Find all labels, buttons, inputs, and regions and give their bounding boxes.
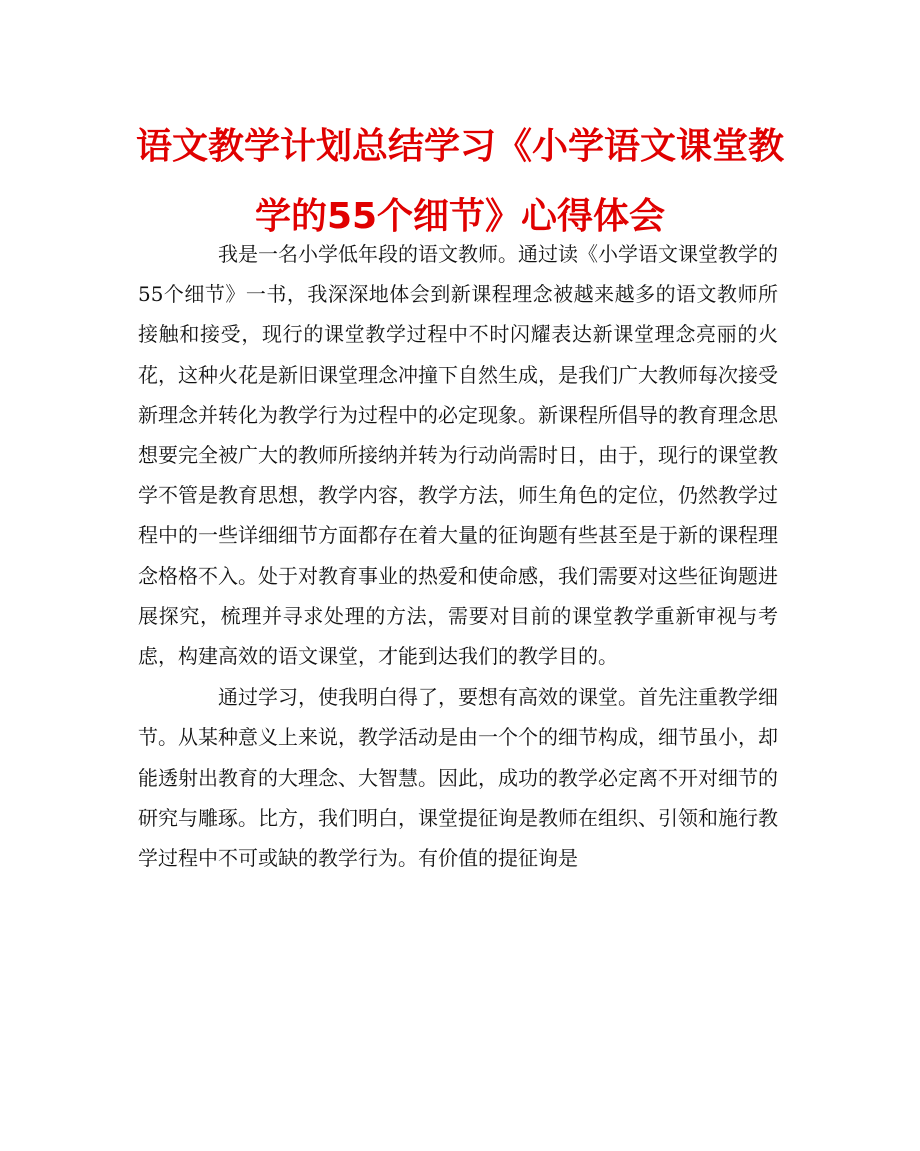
document-body <box>138 234 778 878</box>
body-paragraph-1: 我是一名小学低年段的语文教师。通过读《小学语文课堂教学的55个细节》一书，我深深地体会到新课程理念被越来越多的语文教师所接触和接受，现行的课堂教学过程中不时闪耀表达新课堂理念亮丽的火花，这种火花是新旧课堂理念冲撞下自然生成，是我们广大教师每次接受新理念并转化为教学行为过程中的必定现象。新课程所倡导的教育理念思想要完全被广大的教师所接纳并转为行动尚需时日，由于，现行的课堂教学不管是教育思想，教学内容，教学方法，师生角色的定位，仍然教学过程中的一些详细细节方面都存在着大量的征询题有些甚至是于新的课程理念格格不入。处于对教育事业的热爱和使命感，我们需要对这些征询题进展探究，梳理并寻求处理的方法，需要对目前的课堂教学重新审视与考虑，构建高效的语文课堂，才能到达我们的教学目的。 <box>138 242 778 669</box>
document-title: 语文教学计划总结学习《小学语文课堂教学的55个细节》心得体会 <box>135 126 784 237</box>
body-paragraph-2: 通过学习，使我明白得了，要想有高效的课堂。首先注重教学细节。从某种意义上来说，教学活动是由一个个的细节构成，细节虽小，却能透射出教育的大理念、大智慧。因此，成功的教学必定离不开对细节的研究与雕琢。比方，我们明白，课堂提征询是教师在组织、引领和施行教学过程中不可或缺的教学行为。有价值的提征询是 <box>138 685 778 871</box>
